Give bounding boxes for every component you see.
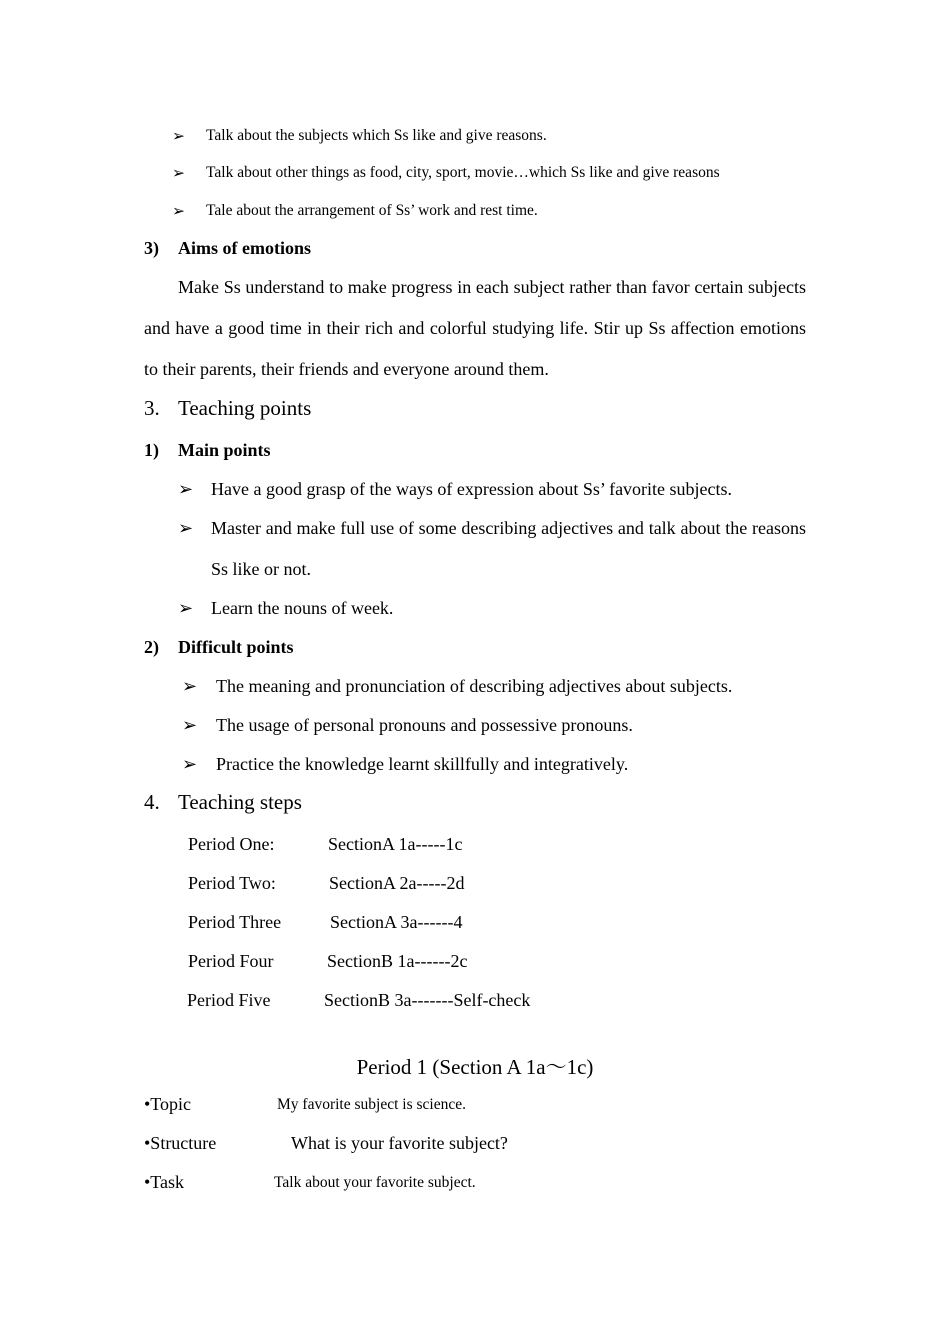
aims-emotions-paragraph: Make Ss understand to make progress in each subject rather than favor certain subjects and have a good time in their rich and colorful studying life. Stir up Ss affection emotions to their parents, their friends and everyone around them. — [144, 277, 806, 379]
main-point-text: Have a good grasp of the ways of expression about Ss’ favorite subjects. — [211, 479, 733, 499]
arrow-bullet-icon: ➢ — [172, 202, 185, 220]
period-section: SectionB 1a------2c — [327, 951, 468, 971]
period-section: SectionB 3a-------Self-check — [324, 990, 531, 1010]
period-label: Period Four — [188, 951, 274, 971]
arrow-bullet-icon: ➢ — [182, 715, 198, 736]
period1-row-label: •Structure — [144, 1133, 217, 1153]
section-number: 2) — [144, 637, 159, 657]
period1-row-value: Talk about your favorite subject. — [274, 1174, 476, 1191]
arrow-bullet-icon: ➢ — [178, 518, 194, 539]
period-label: Period Three — [188, 912, 282, 932]
arrow-bullet-icon: ➢ — [182, 676, 198, 697]
period1-row-value: My favorite subject is science. — [277, 1096, 466, 1113]
period1-title: Period 1 (Section A 1a～1c) — [356, 1055, 594, 1079]
difficult-point-text: The usage of personal pronouns and possessive pronouns. — [216, 715, 633, 735]
teaching-points-heading: Teaching points — [178, 396, 312, 420]
period-section: SectionA 2a-----2d — [329, 873, 465, 893]
difficult-point-text: Practice the knowledge learnt skillfully and integratively. — [216, 754, 629, 774]
period-label: Period Five — [187, 990, 271, 1010]
intro-bullet-text: Talk about other things as food, city, sport, movie…which Ss like and give reasons — [206, 164, 720, 181]
arrow-bullet-icon: ➢ — [172, 127, 185, 145]
section-number: 3. — [144, 396, 160, 420]
period-section: SectionA 3a------4 — [330, 912, 463, 932]
main-points-heading: Main points — [178, 440, 271, 460]
section-number: 1) — [144, 440, 159, 460]
arrow-bullet-icon: ➢ — [178, 598, 194, 619]
period-label: Period One: — [188, 834, 275, 854]
main-point-text: Master and make full use of some describing adjectives and talk about the reasons Ss like or not. — [211, 518, 806, 579]
teaching-steps-heading: Teaching steps — [178, 790, 302, 814]
main-point-text: Learn the nouns of week. — [211, 598, 394, 618]
arrow-bullet-icon: ➢ — [172, 164, 185, 182]
arrow-bullet-icon: ➢ — [178, 479, 194, 500]
section-number: 3) — [144, 238, 159, 258]
arrow-bullet-icon: ➢ — [182, 754, 198, 775]
period1-row-label: •Topic — [144, 1094, 192, 1114]
difficult-points-heading: Difficult points — [178, 637, 294, 657]
period1-row-label: •Task — [144, 1172, 185, 1192]
period1-row-value: What is your favorite subject? — [291, 1133, 508, 1153]
intro-bullet-text: Tale about the arrangement of Ss’ work and rest time. — [206, 202, 538, 219]
section-number: 4. — [144, 790, 160, 814]
intro-bullet-text: Talk about the subjects which Ss like and give reasons. — [206, 127, 547, 144]
period-section: SectionA 1a-----1c — [328, 834, 463, 854]
difficult-point-text: The meaning and pronunciation of describing adjectives about subjects. — [216, 676, 733, 696]
period-label: Period Two: — [188, 873, 276, 893]
aims-emotions-heading: Aims of emotions — [178, 238, 311, 258]
